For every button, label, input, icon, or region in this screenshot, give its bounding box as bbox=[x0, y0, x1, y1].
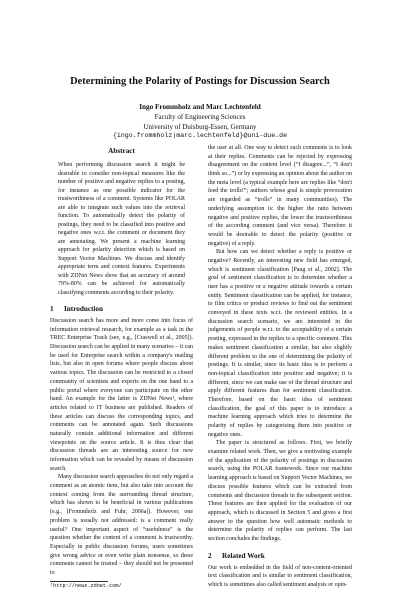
intro-paragraph-2: Many discussion search approaches do not only regard a comment as an atomic item, but also take into account the context coming from the surrounding thread structure, which has shown to be beneficial in various publications (e.g., [Frommholz and Fuhr, 2006a]). However, one problem is usually not addressed: is a comment really useful? One important aspect of “usefulness” is the question whether the content of a comment is trustworthy. Especially in public discussion forums, users sometimes give wrong advice or even write plain nonsense, so these comments cannot be trusted – they should not be presented to bbox=[50, 474, 193, 576]
section-1-number: 1 bbox=[50, 305, 54, 313]
footnote-divider bbox=[50, 581, 108, 582]
section-2-title: Related Work bbox=[222, 551, 265, 560]
intro-paragraph-1: Discussion search has more and more come into focus of information retrieval research, for example as a task in the TREC Enterprise Track (see, e.g., [Craswell et al., 2005]). Discussion search can be applied in many scenarios – it can be used for Enterprise search within a company's mailing lists, but also in open forums where people discuss about various topics. The discussion can be restricted to a closed community of scientists and experts on the one hand to a public portal where everyone can participate on the other hand. An example for the latter is ZDNet News¹, where articles related to IT business are published. Readers of these articles can discuss the corresponding topics, and comments can be annotated again. Such discussions naturally contain additional information and different viewpoints on the source article. It is thus clear that discussion threads are an interesting source for new information which can be revealed by means of discussion search. bbox=[50, 318, 193, 472]
abstract-text: When performing discussion search it might be desirable to consider non-topical measures like the number of positive and negative replies to a posting, for instance as one possible indicator for the trustworthiness of a comment. Systems like POLAR are able to integrate such values into the retrieval function. To automatically detect the polarity of postings, they need to be classified into positive and negative ones w.r.t. the comment or document they are annotating. We present a machine learning approach for polarity detection which is based on Support Vector Machines. We discuss and identify appropriate term and context features. Experiments with ZDNet News show that an accuracy of around 79%-80% can be achieved for automatically classifying comments according to their polarity. bbox=[58, 162, 185, 296]
left-column bbox=[50, 146, 193, 590]
right-paragraph-3: The paper is structured as follows. First, we briefly examine related work. Then, we give a motivating example of the application of the polarity of postings in discussion search, using the POLAR framework. Since our machine learning approach is based on Support Vector Machines, we discuss possible features which can be extracted from comments and discussion threads in the subsequent section. These features are then applied for the evaluation of our approach, which is discussed in Section 5 and gives a first answer to the question how well automatic methods to determine the polarity of replies can perform. The last section concludes the findings. bbox=[208, 440, 352, 542]
abstract-heading: Abstract bbox=[108, 147, 135, 155]
footnote-url: ¹http://news.zdnet.com/ bbox=[50, 582, 122, 589]
paper-title: Determining the Polarity of Postings for Discussion Search bbox=[70, 76, 330, 87]
section-2-number: 2 bbox=[208, 551, 212, 560]
section-2-heading bbox=[208, 551, 352, 561]
author-names: Ingo Frommholz and Marc Lechtenfeld bbox=[139, 103, 261, 111]
section-1-title: Introduction bbox=[64, 305, 104, 313]
author-email: {ingo.frommholz|marc.lechtenfeld}@uni-due.de bbox=[112, 132, 288, 139]
section-1-heading bbox=[50, 304, 193, 314]
right-paragraph-2: But how can we detect whether a reply is positive or negative? Recently, an interesting new field has emerged, which is sentiment classification [Pang et al., 2002]. The goal of sentiment classification is to determine whether a user has a positive or a negative attitude towards a certain entity. Sentiment classification can be applied, for instance, to film critics or product reviews to find out the sentiment conveyed in these texts w.r.t. the reviewed entities. In a discussion search scenario, we are interested in the judgements of people w.r.t. to the acceptability of a certain posting, expressed in the replies to a specific comment. This makes sentiment classification a similar, but also slightly different problem to the one of determining the polarity of postings. It is similar, since its basic idea is to perform a non-topical classification into positive and negative; it is different, since we can make use of the thread structure and apply different features than for sentiment classification. Therefore, based on the basic idea of sentiment classification, the goal of this paper is to introduce a machine learning approach which tries to determine the polarity of replies by categorising them into positive or negative ones. bbox=[208, 249, 352, 438]
right-column bbox=[208, 144, 352, 590]
right-paragraph-1: the user at all. One way to detect such comments is to look at their replies. Comments can be rejected by expressing disagreement on the content level (“I disagree...”, “I don't think so...”) or by expressing an opinion about the author on the meta level (a typical example here are replies like “don't feed the trolls!”; authors whose goal is simple provocation are regarded as “trolls” in many communities). The underlying assumption is: the higher the ratio between negative and positive replies, the lower the trustworthiness of the according comment (and vice versa). Therefore it would be desirable to detect the polarity (positive or negative) of a reply. bbox=[208, 145, 352, 247]
footnote bbox=[50, 583, 193, 590]
related-work-paragraph-1: Our work is embedded in the field of non-content-oriented text classification and is similar to sentiment classification, which is sometimes also called sentiment analysis or opin- bbox=[208, 564, 352, 588]
affiliation-faculty: Faculty of Engineering Sciences bbox=[154, 113, 246, 121]
affiliation-university: University of Duisburg-Essen, Germany bbox=[143, 122, 257, 131]
